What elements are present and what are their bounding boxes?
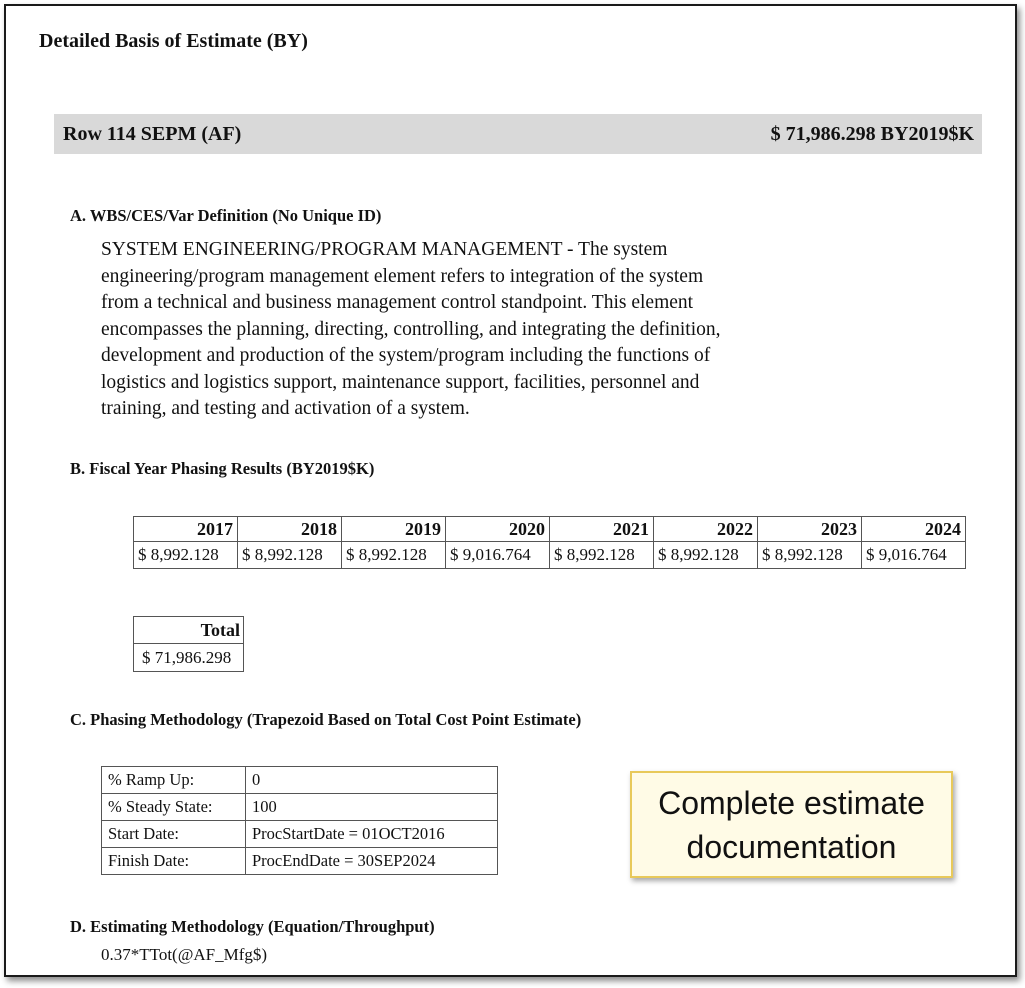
definition-line: training, and testing and activation of a system. bbox=[101, 398, 470, 419]
method-value: 0 bbox=[246, 767, 498, 794]
year-value: $ 9,016.764 bbox=[862, 542, 966, 569]
total-table bbox=[133, 616, 244, 672]
row-amount: $ 71,986.298 BY2019$K bbox=[770, 122, 974, 145]
callout-line: documentation bbox=[686, 828, 897, 865]
definition-text bbox=[101, 237, 861, 423]
year-value: $ 8,992.128 bbox=[758, 542, 862, 569]
definition-line: encompasses the planning, directing, controlling, and integrating the definition, bbox=[101, 318, 721, 340]
table-header-row bbox=[134, 617, 244, 644]
method-label: % Steady State: bbox=[102, 794, 246, 821]
section-b-heading: B. Fiscal Year Phasing Results (BY2019$K) bbox=[70, 459, 375, 478]
table-row bbox=[102, 821, 498, 848]
year-header: 2021 bbox=[550, 517, 654, 542]
method-value: ProcEndDate = 30SEP2024 bbox=[246, 848, 498, 875]
fiscal-year-phasing-table bbox=[133, 516, 966, 569]
section-a-heading: A. WBS/CES/Var Definition (No Unique ID) bbox=[70, 206, 382, 225]
year-header: 2019 bbox=[342, 517, 446, 542]
row-header-bar bbox=[54, 114, 982, 154]
total-value: $ 71,986.298 bbox=[134, 644, 244, 672]
section-d-heading: D. Estimating Methodology (Equation/Throughput) bbox=[70, 917, 435, 936]
year-header: 2017 bbox=[134, 517, 238, 542]
definition-line: SYSTEM ENGINEERING/PROGRAM MANAGEMENT - The system bbox=[101, 239, 668, 260]
method-value: ProcStartDate = 01OCT2016 bbox=[246, 821, 498, 848]
year-value: $ 8,992.128 bbox=[550, 542, 654, 569]
section-c-heading: C. Phasing Methodology (Trapezoid Based on Total Cost Point Estimate) bbox=[70, 710, 582, 729]
estimating-equation: 0.37*TTot(@AF_Mfg$) bbox=[101, 945, 268, 964]
table-row bbox=[134, 644, 244, 672]
year-header: 2023 bbox=[758, 517, 862, 542]
year-header: 2024 bbox=[862, 517, 966, 542]
year-value: $ 8,992.128 bbox=[238, 542, 342, 569]
year-value: $ 8,992.128 bbox=[342, 542, 446, 569]
table-row bbox=[102, 848, 498, 875]
callout-line: Complete estimate bbox=[658, 784, 925, 821]
method-label: Start Date: bbox=[102, 821, 246, 848]
definition-line: engineering/program management element refers to integration of the system bbox=[101, 265, 704, 287]
year-header: 2018 bbox=[238, 517, 342, 542]
year-value: $ 8,992.128 bbox=[654, 542, 758, 569]
page-title: Detailed Basis of Estimate (BY) bbox=[39, 30, 308, 52]
table-row bbox=[102, 794, 498, 821]
definition-line: logistics and logistics support, maintenance support, facilities, personnel and bbox=[101, 371, 700, 393]
row-label: Row 114 SEPM (AF) bbox=[63, 122, 242, 145]
table-row bbox=[102, 767, 498, 794]
year-header: 2022 bbox=[654, 517, 758, 542]
year-value: $ 9,016.764 bbox=[446, 542, 550, 569]
total-header: Total bbox=[134, 617, 244, 644]
callout-box bbox=[630, 771, 953, 878]
definition-line: from a technical and business management control standpoint. This element bbox=[101, 292, 694, 313]
method-value: 100 bbox=[246, 794, 498, 821]
year-header: 2020 bbox=[446, 517, 550, 542]
year-value: $ 8,992.128 bbox=[134, 542, 238, 569]
table-row bbox=[134, 542, 966, 569]
phasing-methodology-table bbox=[101, 766, 498, 875]
definition-line: development and production of the system/program including the functions of bbox=[101, 345, 711, 366]
method-label: Finish Date: bbox=[102, 848, 246, 875]
table-header-row bbox=[134, 517, 966, 542]
method-label: % Ramp Up: bbox=[102, 767, 246, 794]
